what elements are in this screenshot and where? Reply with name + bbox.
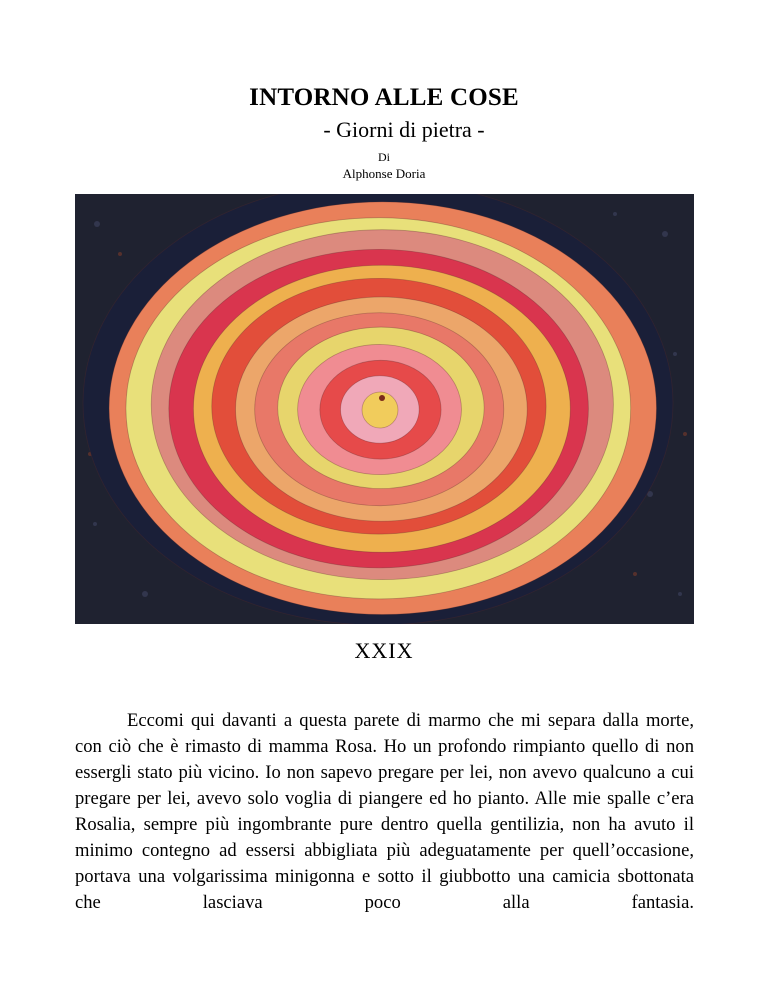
painting-center-dot <box>379 395 385 401</box>
body-paragraph: Eccomi qui davanti a questa parete di marmo che mi separa dalla morte, con ciò che è rimasto di mamma Rosa. Ho un profondo rimpianto quello di non essergli stato più vicino. Io non sapevo pregare per lei, non avevo qualcuno a cui pregare per lei, avevo solo voglia di piangere ed ho pianto. Alle mie spalle c’era Rosalia, sempre più ingombrante pure dentro quella gentilizia, non ha avuto il minimo contegno ad essersi abbigliata più adeguatamente per quell’occasione, portava una volgarissima minigonna e sotto il giubbotto una camicia sbottonata che lasciava poco alla fantasia. <box>75 710 694 913</box>
chapter-number: XXIX <box>354 638 414 663</box>
document-subtitle: - Giorni di pietra - <box>323 117 485 142</box>
author-name: Alphonse Doria <box>342 166 426 181</box>
byline-prefix: Di <box>378 150 390 164</box>
concentric-rings-painting <box>75 194 694 624</box>
painting-rings <box>83 194 673 624</box>
document-title: INTORNO ALLE COSE <box>249 84 519 111</box>
